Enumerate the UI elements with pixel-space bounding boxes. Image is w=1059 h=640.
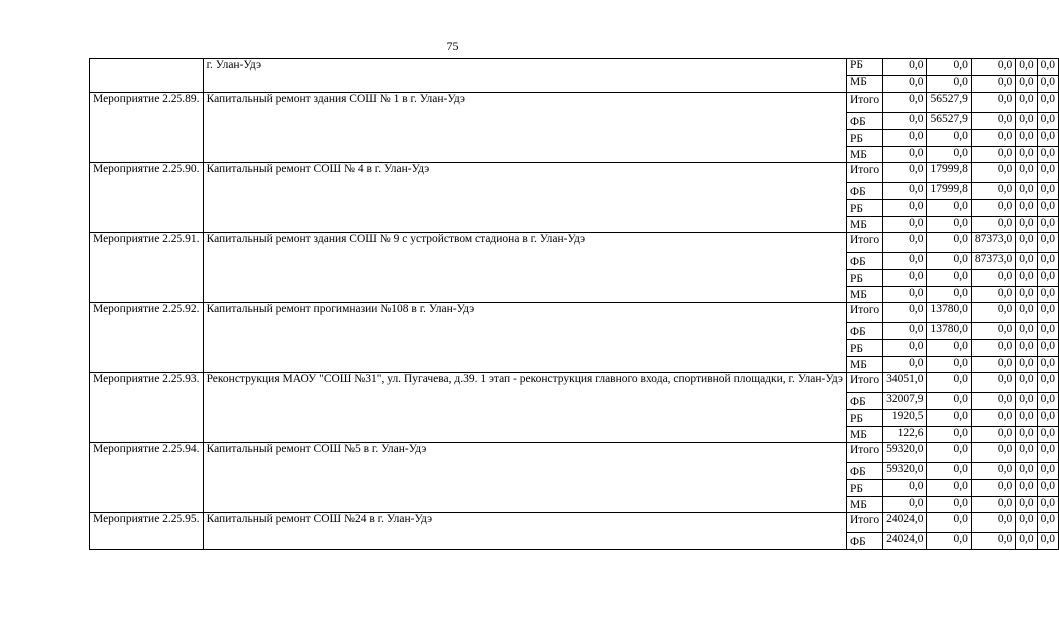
value-cell: 34051,0 <box>883 373 927 393</box>
value-cell: 0,0 <box>927 270 971 287</box>
value-cell: 0,0 <box>927 130 971 147</box>
value-cell: 0,0 <box>1016 427 1037 443</box>
funding-source-cell: РБ <box>846 410 882 427</box>
value-cell: 87373,0 <box>971 253 1015 270</box>
value-cell: 0,0 <box>1016 200 1037 217</box>
value-cell: 0,0 <box>1016 373 1037 393</box>
value-cell: 0,0 <box>1037 513 1058 533</box>
value-cell: 0,0 <box>883 253 927 270</box>
funding-source-cell: МБ <box>846 147 882 163</box>
value-cell: 0,0 <box>971 217 1015 233</box>
measure-name-cell: Капитальный ремонт здания СОШ № 1 в г. Улан-Удэ <box>203 93 846 163</box>
value-cell: 0,0 <box>927 76 971 93</box>
value-cell: 122,6 <box>883 427 927 443</box>
table-row <box>90 443 1059 463</box>
value-cell: 0,0 <box>927 200 971 217</box>
value-cell: 0,0 <box>1016 480 1037 497</box>
value-cell: 0,0 <box>883 480 927 497</box>
value-cell: 0,0 <box>971 130 1015 147</box>
value-cell: 0,0 <box>1037 497 1058 513</box>
funding-source-cell: Итого <box>846 233 882 253</box>
value-cell: 0,0 <box>883 130 927 147</box>
value-cell: 0,0 <box>927 217 971 233</box>
value-cell: 0,0 <box>971 513 1015 533</box>
value-cell: 0,0 <box>927 287 971 303</box>
measure-id-cell: Мероприятие 2.25.89. <box>90 93 204 163</box>
measure-name-cell: Капитальный ремонт здания СОШ № 9 с устройством стадиона в г. Улан-Удэ <box>203 233 846 303</box>
value-cell: 0,0 <box>927 373 971 393</box>
value-cell: 0,0 <box>1037 443 1058 463</box>
value-cell: 0,0 <box>971 76 1015 93</box>
funding-source-cell: ФБ <box>846 113 882 130</box>
funding-source-cell: ФБ <box>846 533 882 550</box>
value-cell: 0,0 <box>1016 303 1037 323</box>
value-cell: 0,0 <box>971 183 1015 200</box>
value-cell: 17999,8 <box>927 183 971 200</box>
measure-name-cell: Реконструкция МАОУ "СОШ №31", ул. Пугачева, д.39. 1 этап - реконструкция главного входа, спортивной площадки, г. Улан-Удэ <box>203 373 846 443</box>
table-row <box>90 59 1059 76</box>
value-cell: 0,0 <box>1016 113 1037 130</box>
value-cell: 59320,0 <box>883 463 927 480</box>
value-cell: 0,0 <box>1016 323 1037 340</box>
value-cell: 0,0 <box>1016 130 1037 147</box>
value-cell: 0,0 <box>971 93 1015 113</box>
value-cell: 56527,9 <box>927 93 971 113</box>
funding-source-cell: ФБ <box>846 393 882 410</box>
value-cell: 0,0 <box>1037 303 1058 323</box>
value-cell: 0,0 <box>883 113 927 130</box>
value-cell: 0,0 <box>927 393 971 410</box>
value-cell: 0,0 <box>971 163 1015 183</box>
value-cell: 0,0 <box>971 147 1015 163</box>
value-cell: 0,0 <box>883 340 927 357</box>
budget-table-body <box>90 59 1059 550</box>
value-cell: 0,0 <box>1037 76 1058 93</box>
value-cell: 0,0 <box>1037 393 1058 410</box>
value-cell: 0,0 <box>1016 217 1037 233</box>
value-cell: 0,0 <box>1037 163 1058 183</box>
measure-id-cell: Мероприятие 2.25.92. <box>90 303 204 373</box>
value-cell: 1920,5 <box>883 410 927 427</box>
measure-id-cell: Мероприятие 2.25.90. <box>90 163 204 233</box>
value-cell: 0,0 <box>971 480 1015 497</box>
value-cell: 0,0 <box>883 76 927 93</box>
value-cell: 0,0 <box>1016 287 1037 303</box>
funding-source-cell: РБ <box>846 200 882 217</box>
value-cell: 0,0 <box>1037 217 1058 233</box>
value-cell: 0,0 <box>1016 93 1037 113</box>
value-cell: 0,0 <box>927 513 971 533</box>
value-cell: 0,0 <box>883 287 927 303</box>
value-cell: 24024,0 <box>883 513 927 533</box>
funding-source-cell: РБ <box>846 480 882 497</box>
value-cell: 0,0 <box>1016 76 1037 93</box>
value-cell: 0,0 <box>927 253 971 270</box>
value-cell: 0,0 <box>1037 93 1058 113</box>
value-cell: 0,0 <box>1037 200 1058 217</box>
value-cell: 0,0 <box>971 357 1015 373</box>
funding-source-cell: Итого <box>846 373 882 393</box>
value-cell: 0,0 <box>883 270 927 287</box>
value-cell: 0,0 <box>1016 163 1037 183</box>
measure-id-cell <box>90 59 204 93</box>
value-cell: 13780,0 <box>927 323 971 340</box>
funding-source-cell: МБ <box>846 497 882 513</box>
value-cell: 0,0 <box>927 443 971 463</box>
value-cell: 32007,9 <box>883 393 927 410</box>
value-cell: 0,0 <box>1016 253 1037 270</box>
budget-table <box>89 58 1059 550</box>
table-row <box>90 163 1059 183</box>
value-cell: 0,0 <box>971 200 1015 217</box>
value-cell: 0,0 <box>927 533 971 550</box>
value-cell: 0,0 <box>1037 270 1058 287</box>
funding-source-cell: РБ <box>846 270 882 287</box>
value-cell: 0,0 <box>1016 410 1037 427</box>
value-cell: 0,0 <box>883 147 927 163</box>
value-cell: 0,0 <box>1037 59 1058 76</box>
measure-name-cell: Капитальный ремонт СОШ № 4 в г. Улан-Удэ <box>203 163 846 233</box>
value-cell: 0,0 <box>927 427 971 443</box>
measure-id-cell: Мероприятие 2.25.95. <box>90 513 204 550</box>
value-cell: 0,0 <box>883 59 927 76</box>
funding-source-cell: МБ <box>846 427 882 443</box>
value-cell: 0,0 <box>883 357 927 373</box>
value-cell: 0,0 <box>1016 233 1037 253</box>
value-cell: 0,0 <box>927 59 971 76</box>
value-cell: 0,0 <box>1016 147 1037 163</box>
funding-source-cell: ФБ <box>846 183 882 200</box>
value-cell: 0,0 <box>1016 513 1037 533</box>
value-cell: 0,0 <box>1016 533 1037 550</box>
funding-source-cell: МБ <box>846 287 882 303</box>
value-cell: 0,0 <box>927 357 971 373</box>
value-cell: 0,0 <box>971 393 1015 410</box>
value-cell: 59320,0 <box>883 443 927 463</box>
value-cell: 0,0 <box>1016 463 1037 480</box>
value-cell: 0,0 <box>1037 253 1058 270</box>
table-row <box>90 373 1059 393</box>
value-cell: 0,0 <box>1016 357 1037 373</box>
value-cell: 0,0 <box>883 217 927 233</box>
value-cell: 0,0 <box>927 463 971 480</box>
funding-source-cell: РБ <box>846 59 882 76</box>
funding-source-cell: ФБ <box>846 253 882 270</box>
table-row <box>90 93 1059 113</box>
value-cell: 0,0 <box>971 303 1015 323</box>
value-cell: 0,0 <box>1016 497 1037 513</box>
value-cell: 0,0 <box>971 443 1015 463</box>
funding-source-cell: Итого <box>846 303 882 323</box>
value-cell: 0,0 <box>971 113 1015 130</box>
value-cell: 0,0 <box>883 200 927 217</box>
value-cell: 0,0 <box>1016 443 1037 463</box>
value-cell: 0,0 <box>1037 183 1058 200</box>
funding-source-cell: МБ <box>846 357 882 373</box>
value-cell: 0,0 <box>1037 373 1058 393</box>
funding-source-cell: РБ <box>846 130 882 147</box>
value-cell: 0,0 <box>1016 340 1037 357</box>
value-cell: 0,0 <box>927 480 971 497</box>
funding-source-cell: Итого <box>846 93 882 113</box>
value-cell: 0,0 <box>971 323 1015 340</box>
value-cell: 0,0 <box>1016 183 1037 200</box>
funding-source-cell: Итого <box>846 443 882 463</box>
value-cell: 0,0 <box>1037 340 1058 357</box>
value-cell: 0,0 <box>1016 393 1037 410</box>
value-cell: 0,0 <box>927 233 971 253</box>
value-cell: 0,0 <box>1037 113 1058 130</box>
value-cell: 0,0 <box>883 497 927 513</box>
value-cell: 0,0 <box>1037 130 1058 147</box>
measure-name-cell: Капитальный ремонт прогимназии №108 в г. Улан-Удэ <box>203 303 846 373</box>
table-row <box>90 233 1059 253</box>
value-cell: 0,0 <box>971 340 1015 357</box>
funding-source-cell: Итого <box>846 513 882 533</box>
value-cell: 17999,8 <box>927 163 971 183</box>
measure-name-cell: Капитальный ремонт СОШ №5 в г. Улан-Удэ <box>203 443 846 513</box>
value-cell: 0,0 <box>971 497 1015 513</box>
value-cell: 0,0 <box>971 533 1015 550</box>
value-cell: 0,0 <box>1037 480 1058 497</box>
value-cell: 0,0 <box>927 147 971 163</box>
value-cell: 0,0 <box>883 303 927 323</box>
value-cell: 0,0 <box>1037 463 1058 480</box>
funding-source-cell: Итого <box>846 163 882 183</box>
value-cell: 0,0 <box>883 163 927 183</box>
value-cell: 0,0 <box>1016 59 1037 76</box>
value-cell: 0,0 <box>1037 147 1058 163</box>
funding-source-cell: МБ <box>846 217 882 233</box>
value-cell: 0,0 <box>1037 410 1058 427</box>
value-cell: 13780,0 <box>927 303 971 323</box>
funding-source-cell: ФБ <box>846 463 882 480</box>
value-cell: 0,0 <box>1037 427 1058 443</box>
value-cell: 56527,9 <box>927 113 971 130</box>
value-cell: 0,0 <box>883 233 927 253</box>
funding-source-cell: ФБ <box>846 323 882 340</box>
table-row <box>90 513 1059 533</box>
funding-source-cell: РБ <box>846 340 882 357</box>
value-cell: 0,0 <box>971 373 1015 393</box>
value-cell: 0,0 <box>883 183 927 200</box>
measure-id-cell: Мероприятие 2.25.93. <box>90 373 204 443</box>
value-cell: 0,0 <box>971 410 1015 427</box>
value-cell: 0,0 <box>1037 357 1058 373</box>
value-cell: 0,0 <box>883 93 927 113</box>
value-cell: 0,0 <box>1037 533 1058 550</box>
page-number: 75 <box>446 39 459 53</box>
funding-source-cell: МБ <box>846 76 882 93</box>
value-cell: 0,0 <box>1037 233 1058 253</box>
value-cell: 0,0 <box>1037 323 1058 340</box>
value-cell: 87373,0 <box>971 233 1015 253</box>
value-cell: 0,0 <box>971 59 1015 76</box>
value-cell: 24024,0 <box>883 533 927 550</box>
value-cell: 0,0 <box>971 463 1015 480</box>
measure-id-cell: Мероприятие 2.25.91. <box>90 233 204 303</box>
value-cell: 0,0 <box>927 340 971 357</box>
value-cell: 0,0 <box>971 427 1015 443</box>
measure-name-cell: Капитальный ремонт СОШ №24 в г. Улан-Удэ <box>203 513 846 550</box>
value-cell: 0,0 <box>971 287 1015 303</box>
value-cell: 0,0 <box>971 270 1015 287</box>
value-cell: 0,0 <box>883 323 927 340</box>
value-cell: 0,0 <box>1037 287 1058 303</box>
measure-name-cell: г. Улан-Удэ <box>203 59 846 93</box>
measure-id-cell: Мероприятие 2.25.94. <box>90 443 204 513</box>
value-cell: 0,0 <box>1016 270 1037 287</box>
value-cell: 0,0 <box>927 497 971 513</box>
table-row <box>90 303 1059 323</box>
value-cell: 0,0 <box>927 410 971 427</box>
